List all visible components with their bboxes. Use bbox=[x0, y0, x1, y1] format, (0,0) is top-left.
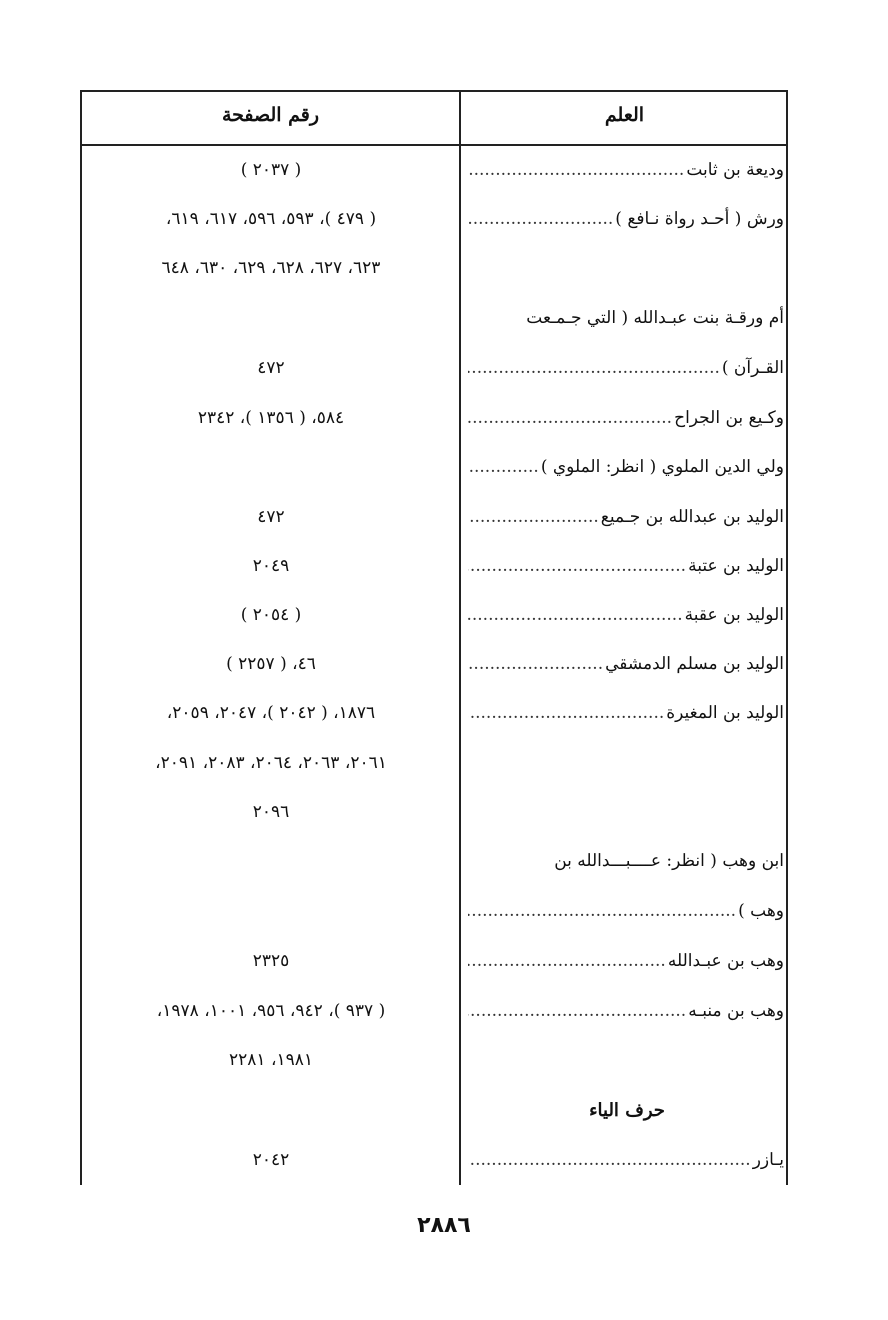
name-text: وكـيع بن الجراح bbox=[674, 408, 784, 428]
pages-cell: ( ٩٣٧ )، ٩٤٢، ٩٥٦، ١٠٠١، ١٩٧٨، bbox=[156, 1001, 386, 1021]
pages-cell bbox=[92, 837, 450, 886]
pages-cell: ٢٠٤٩ bbox=[252, 556, 290, 576]
name-text: وهب ) bbox=[738, 901, 784, 921]
table-row bbox=[82, 1036, 786, 1085]
name-text: ولي الدين الملوي ( انظر: الملوي ) bbox=[540, 457, 784, 477]
table-row bbox=[82, 1136, 786, 1185]
name-cell bbox=[468, 344, 784, 393]
name-text: الوليد بن عبدالله بن جـميع bbox=[600, 507, 784, 527]
name-text: القـرآن ) bbox=[721, 358, 784, 378]
name-text: يـازر bbox=[752, 1150, 784, 1170]
pages-cell bbox=[92, 887, 450, 936]
table-row bbox=[82, 640, 786, 689]
name-cell bbox=[468, 493, 784, 542]
table-row bbox=[82, 294, 786, 343]
name-cell bbox=[468, 394, 784, 443]
pages-cell: ١٩٨١، ٢٢٨١ bbox=[229, 1050, 313, 1070]
pages-cell: ٢٠٤٢ bbox=[252, 1150, 290, 1170]
table-row bbox=[82, 937, 786, 986]
name-text bbox=[782, 753, 784, 773]
name-cell bbox=[468, 887, 784, 936]
table-row bbox=[82, 788, 786, 837]
name-text: أم ورقـة بنت عبـدالله ( التي جـمـعت bbox=[526, 308, 784, 328]
table-row bbox=[82, 195, 786, 244]
pages-cell: ٢٠٦١، ٢٠٦٣، ٢٠٦٤، ٢٠٨٣، ٢٠٩١، bbox=[155, 753, 387, 773]
name-text: وديعة بن ثابت bbox=[686, 160, 784, 180]
table-row bbox=[82, 344, 786, 393]
name-cell bbox=[468, 788, 784, 837]
name-cell bbox=[468, 542, 784, 591]
name-text bbox=[782, 258, 784, 278]
name-text: وهب بن منبـه bbox=[688, 1001, 784, 1021]
table-row bbox=[82, 394, 786, 443]
table-row bbox=[82, 493, 786, 542]
table-row bbox=[82, 591, 786, 640]
name-text: وهب بن عبـدالله bbox=[667, 951, 784, 971]
pages-cell: ٤٧٢ bbox=[257, 507, 285, 527]
index-table bbox=[80, 90, 788, 1185]
name-cell bbox=[468, 146, 784, 195]
pages-cell: ٤٧٢ bbox=[257, 358, 285, 378]
pages-column-header: رقم الصفحة bbox=[221, 104, 320, 126]
name-column-header: العلم bbox=[604, 104, 645, 126]
name-text: ابن وهب ( انظر: عــــبـــدالله بن bbox=[554, 851, 784, 871]
name-cell bbox=[468, 195, 784, 244]
table-row bbox=[82, 837, 786, 886]
table-row bbox=[82, 689, 786, 738]
table-row bbox=[82, 244, 786, 293]
pages-cell: ( ٤٧٩ )، ٥٩٣، ٥٩٦، ٦١٧، ٦١٩، bbox=[165, 209, 377, 229]
name-cell bbox=[468, 689, 784, 738]
table-row bbox=[82, 443, 786, 492]
pages-cell bbox=[92, 1086, 450, 1135]
name-text: الوليد بن مسلم الدمشقي bbox=[605, 654, 784, 674]
section-heading bbox=[468, 1086, 784, 1135]
pages-cell: ٦٢٣، ٦٢٧، ٦٢٨، ٦٢٩، ٦٣٠، ٦٤٨ bbox=[161, 258, 381, 278]
pages-cell: ٤٦، ( ٢٢٥٧ ) bbox=[226, 654, 316, 674]
name-cell bbox=[468, 1136, 784, 1185]
table-header bbox=[82, 92, 786, 146]
pages-cell: ٥٨٤، ( ١٣٥٦ )، ٢٣٤٢ bbox=[197, 408, 345, 428]
table-row bbox=[82, 146, 786, 195]
name-text: الوليد بن عتبة bbox=[688, 556, 784, 576]
page-number: ٢٨٨٦ bbox=[417, 1213, 471, 1238]
name-text bbox=[782, 1050, 784, 1070]
pages-cell: ٢٣٢٥ bbox=[252, 951, 290, 971]
name-cell bbox=[468, 739, 784, 788]
pages-cell bbox=[92, 443, 450, 492]
name-cell bbox=[468, 1036, 784, 1085]
pages-cell: ٢٠٩٦ bbox=[252, 802, 290, 822]
pages-cell: ١٨٧٦، ( ٢٠٤٢ )، ٢٠٤٧، ٢٠٥٩، bbox=[166, 703, 376, 723]
table-row bbox=[82, 987, 786, 1036]
table-row bbox=[82, 739, 786, 788]
name-cell bbox=[468, 591, 784, 640]
name-cell bbox=[468, 294, 784, 343]
name-text: الوليد بن عقبة bbox=[684, 605, 784, 625]
table-row bbox=[82, 542, 786, 591]
name-text: حرف الياء bbox=[589, 1100, 665, 1121]
name-cell bbox=[468, 837, 784, 886]
name-text: الوليد بن المغيرة bbox=[666, 703, 784, 723]
pages-cell bbox=[92, 294, 450, 343]
table-row bbox=[82, 1086, 786, 1135]
pages-cell: ( ٢٠٥٤ ) bbox=[240, 605, 302, 625]
name-cell bbox=[468, 443, 784, 492]
name-cell bbox=[468, 640, 784, 689]
name-text bbox=[782, 802, 784, 822]
pages-cell: ( ٢٠٣٧ ) bbox=[240, 160, 302, 180]
name-text: ورش ( أحـد رواة نـافع ) bbox=[615, 209, 784, 229]
name-cell bbox=[468, 987, 784, 1036]
name-cell bbox=[468, 937, 784, 986]
table-row bbox=[82, 887, 786, 936]
name-cell bbox=[468, 244, 784, 293]
